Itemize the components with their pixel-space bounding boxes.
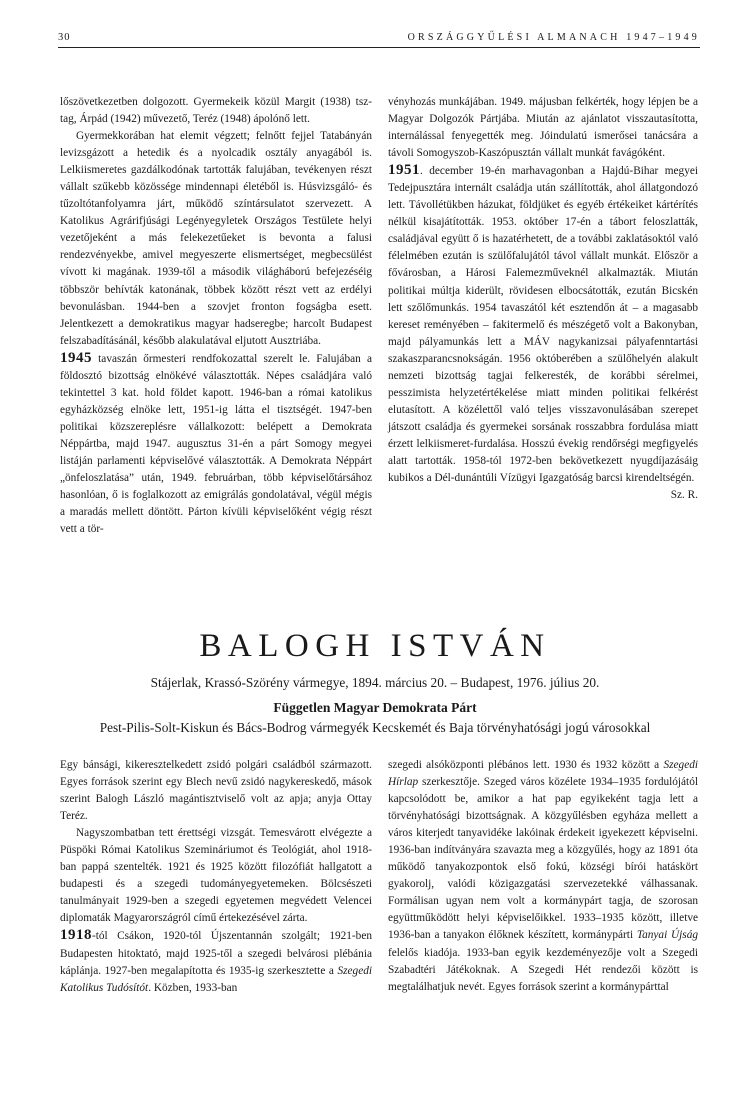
paragraph	[60, 927, 372, 996]
year-marker: 1951	[388, 162, 420, 179]
page-number: 30	[58, 32, 71, 43]
author-signature: Sz. R.	[670, 489, 698, 502]
paragraph	[60, 350, 372, 539]
paragraph-text: szegedi alsóközponti plébános lett. 1930 és 1932 között a	[388, 759, 664, 771]
year-marker: 1945	[60, 349, 92, 366]
publication-title: Tanyai Újság	[636, 929, 698, 942]
paragraph: Egy bánsági, kikeresztelkedett zsidó polgári családból származott. Egyes források szerint egy Blech nevű zsidó nagykereskedő, mások szerint Balogh László magántisztviselő volt az apja; anyja Ottay Teréz.	[60, 759, 372, 823]
entry-dates: Stájerlak, Krassó-Szörény vármegye, 1894. március 20. – Budapest, 1976. július 20.	[150, 675, 600, 690]
page-header	[58, 30, 700, 50]
publication-title: Szegedi Hírlap	[388, 759, 698, 789]
paragraph-text: tavaszán őrmesteri rendfokozattal szerelt le. Falujában a földosztó bizottság elnökévé választották. Népes családjára való tekintettel 3 kat. hold földet kapott. 1946-ban a római katolikus egyházközség elnöke lett, 1951-ig látta el tisztségét. 1947-ben politikai közszereplésre vállalkozott: belépett a Demokrata Néppártba, majd 1947. augusztus 31-én a párt Somogy megyei listáján parlamenti képviselővé választották. A Demokrata Néppárt „önfeloszlatása” után, 1949. februárban, több képviselőtársához hasonlóan, ő is foglalkozott az emigrálás gondolatával, végül mégis a maradás mellett döntött. Párton kívüli képviselőként végig részt vett a tör-	[60, 352, 372, 536]
paragraph: Gyermekkorában hat elemit végzett; felnőtt fejjel Tatabányán levizsgázott a hetedik és a nyolcadik osztály anyagából is. Lelkiismeretes gazdálkodónak tartották falujában, tevékenyen részt vállalt szűkebb közössége mindennapi életéből is. Húsvizsgáló- és tűzoltótanfolyamra járt, működő színtársulatot szervezett. A Katolikus Agrárifjúsági Legényegyletek Országos Testülete helyi vezetőjeként a más felekezetűeket is bevonta a falusi rendezvényekbe, amivel megyeszerte elismertséget, megbecsülést vívott ki magának. 1939-től a második világháború befejezéséig többször behívták katonának, többek között részt vett az erdélyi bevonulásban. 1944-ben a szovjet fronton fogságba esett. Jelentkezett a demokratikus magyar hadseregbe; harcolt Budapest felszabadításánál, később alakulatával eljutott Ausztriába.	[60, 130, 372, 347]
paragraph-text: . december 19-én marhavagonban a Hajdú-Bihar megyei Tedejpusztára internált családja után szállították, ahol állatgondozó lett. Távollétükben házukat, földjüket és egyéb értékeiket kártérítés nélkül kisajátították. 1953. október 17-én a tábort feloszlatták, családjával együtt ő is hazatérhetett, de a további zaklatásoktól való félelmében ezután is szülőfalujától távol vállalt munkát. Először a fővárosban, a Hárosi Falemezműveknél alkalmazták. Miután politikai múltja kiderült, rövidesen elbocsátották, ezután Bicskén lett szőlőmunkás. 1954 tavaszától két esztendőn át – a magasabb kereset reményében – fakitermelő és mészégető volt a Bakonyban, majd pályamunkás lett a MÁV nagykanizsai pályafenntartási szakaszparancsnokságán. 1956 októberében a szülőhelyén alakult nemzeti bizottság tagjai felkeresték, de korábbi sérelmei, pesszimista helyzetértékelése miatt minden politikai felkérést elutasított. A közélettől való teljes visszavonulásában szerepet játszott családja és gyermekei sorsának rosszabbra fordulása miatt érzett lelkiismeret-furdalása. Hosszú évekig rendőrségi megfigyelés alatt tartották. 1958-tól 1972-ben bekövetkezett nyugdíjazásáig kubikos a Dél-dunántúli Vízügyi Igazgatóság barcsi kirendeltségén.	[388, 165, 698, 485]
paragraph: vényhozás munkájában. 1949. májusban felkérték, hogy lépjen be a Magyar Dolgozók Pártjába. Miután az ajánlatot visszautasította, internálással fenyegették meg. Jóindulatú ismerősei tanácsára a távoli Somogyszob-Kaszópusztán vállalt munkát favágóként.	[388, 96, 698, 160]
paragraph-text: -tól Csákon, 1920-tól Újszentannán szolgált; 1921-ben Budapesten hitoktató, majd 1925-től a szegedi belvárosi plébánia káplánja. 1927-ben megalapította és 1935-ig szerkesztette a	[60, 930, 372, 977]
paragraph-text: . Közben, 1933-ban	[148, 981, 238, 994]
running-title: ORSZÁGGYŰLÉSI ALMANACH 1947–1949	[407, 32, 700, 43]
paragraph-text: felelős kiadója. 1933-ban egyik kezdeményezője volt a Szegedi Szabadtéri Játékoknak. A Szegedi Hét rendezői között is megtalálhatjuk nevét. Egyes források szerint a kormánypárttal	[388, 946, 698, 993]
paragraph	[388, 757, 698, 996]
paragraph-text: szerkesztője. Szeged város közélete 1934–1935 fordulójától kapcsolódott be, amikor a hat pap egyikeként tagja lett a törvényhatósági bizottságnak. A közgyűlésben egyháza mellett a város kiterjedt tanyavidéke lakóinak érdekeit igyekezett képviselni. 1936-ban indítványára szavazta meg a közgyűlés, hogy az 1891 óta működő tanyakozpontok első fokú, községi bírói hatáskört gyakorolj, valódi közigazgatási szervezetekké válhassanak. Formálisan ugyan nem volt a kormánypárt tagja, de szorosan együttműködött helyi képviselőikkel. 1933–1935 között, illetve 1936-ban a tanyakon élőknek készített, kormánypárti	[388, 776, 698, 942]
paragraph	[388, 162, 698, 487]
year-marker: 1918	[60, 927, 92, 944]
publication-title: Szegedi Katolikus Tudósítót	[60, 964, 372, 994]
entry-constituency: Pest-Pilis-Solt-Kiskun és Bács-Bodrog vármegyék Kecskemét és Baja törvényhatósági jogú városokkal	[99, 720, 651, 735]
paragraph: lőszövetkezetben dolgozott. Gyermekeik közül Margit (1938) tsz-tag, Árpád (1942) művezető, Teréz (1948) ápolónő lett.	[60, 96, 372, 126]
paragraph: Nagyszombatban tett érettségi vizsgát. Temesvárott elvégezte a Püspöki Római Katolikus Szemináriumot és Teológiát, ahol 1918-ban pappá szentelték. 1921 és 1925 között filozófiát hallgatott a budapesti és a szegedi tudományegyetemeken. Bölcsészeti tanulmányait 1929-ben a szegedi egyetemen megvédett Velencei diplomaták Magyarországról című értekezésével zárta.	[60, 827, 372, 925]
entry-left-column	[60, 757, 372, 997]
entry-right-column	[388, 757, 698, 996]
entry-name: BALOGH ISTVÁN	[199, 628, 551, 664]
prev-entry-left-column	[60, 94, 372, 538]
header-rule	[58, 47, 700, 48]
prev-entry-right-column	[388, 94, 698, 504]
entry-party: Független Magyar Demokrata Párt	[273, 700, 477, 715]
